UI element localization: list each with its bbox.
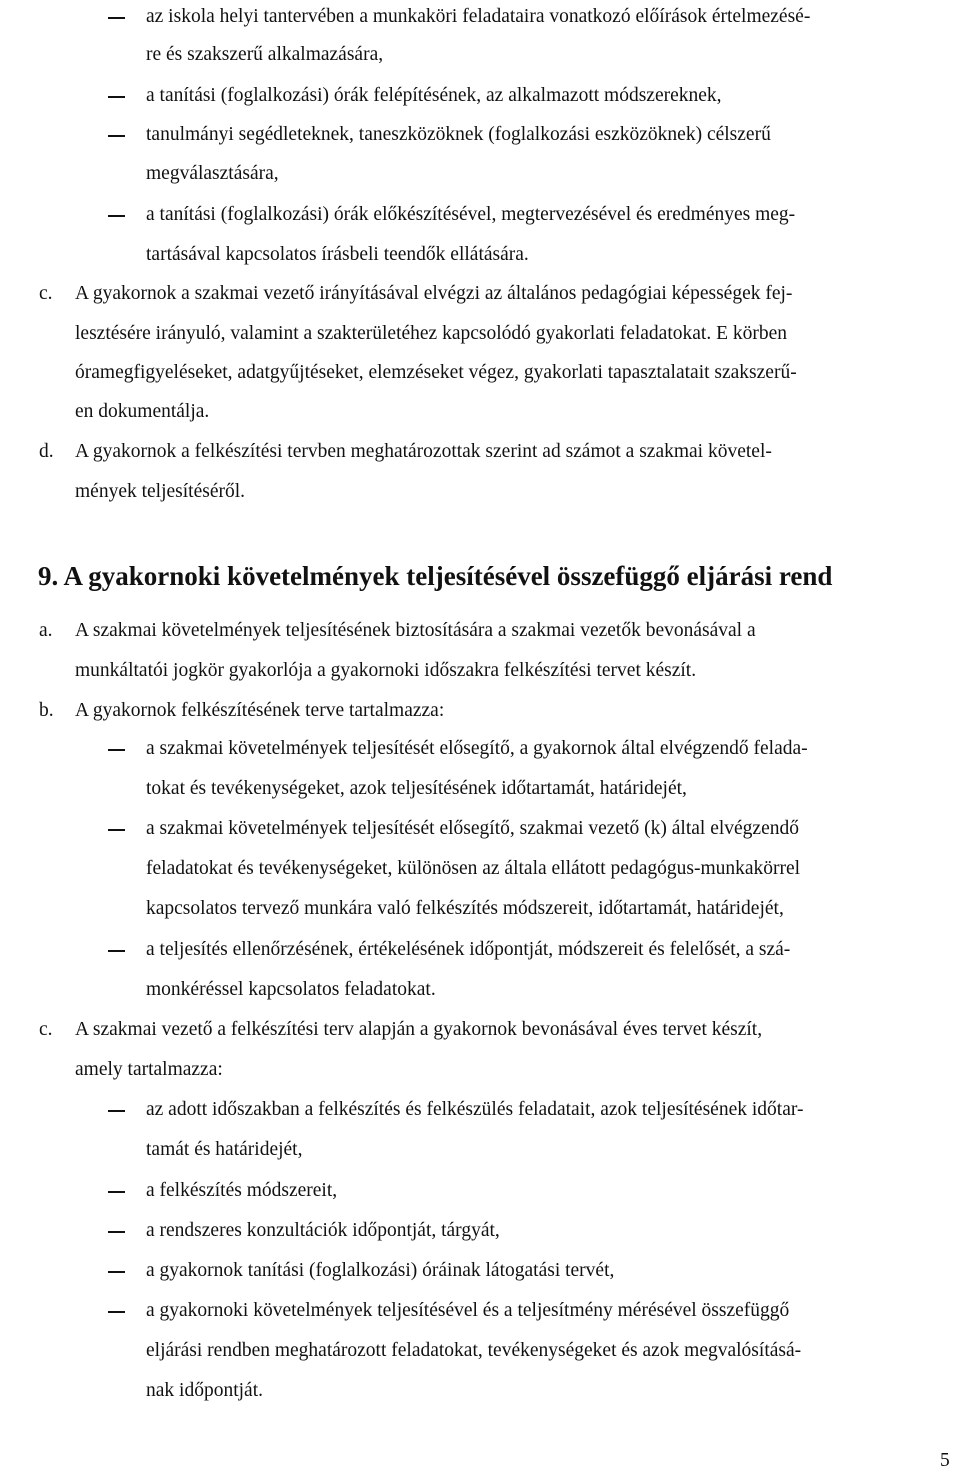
bullet-line: eljárási rendben meghatározott feladatokat, tevékenységeket és azok megvalósításá-	[146, 1340, 802, 1361]
paragraph-line: A szakmai követelmények teljesítésének biztosítására a szakmai vezetők bevonásával a	[75, 620, 756, 641]
paragraph-line: A gyakornok a felkészítési tervben meghatározottak szerint ad számot a szakmai követel-	[75, 441, 772, 462]
section-heading: 9. A gyakornoki követelmények teljesítésével összefüggő eljárási rend	[38, 561, 833, 591]
bullet-dash	[108, 829, 125, 831]
bullet-line: az adott időszakban a felkészítés és felkészülés feladatait, azok teljesítésének időtar-	[146, 1099, 804, 1120]
bullet-line: az iskola helyi tantervében a munkaköri feladataira vonatkozó előírások értelmezésé-	[146, 6, 811, 27]
paragraph-line: A szakmai vezető a felkészítési terv alapján a gyakornok bevonásával éves tervet készít,	[75, 1019, 763, 1040]
bullet-dash	[108, 1271, 125, 1273]
paragraph-line: mények teljesítéséről.	[75, 481, 246, 502]
bullet-line: kapcsolatos tervező munkára való felkészítés módszereit, időtartamát, határidejét,	[146, 898, 784, 919]
bullet-dash	[108, 96, 125, 98]
list-marker: d.	[39, 441, 54, 462]
bullet-line: tamát és határidejét,	[146, 1139, 303, 1160]
paragraph-line: munkáltatói jogkör gyakorlója a gyakornoki időszakra felkészítési tervet készít.	[75, 660, 697, 681]
bullet-line: a rendszeres konzultációk időpontját, tárgyát,	[146, 1220, 500, 1241]
bullet-dash	[108, 1191, 125, 1193]
bullet-line: a szakmai követelmények teljesítését elősegítő, a gyakornok által elvégzendő felada-	[146, 738, 808, 759]
list-marker: c.	[39, 1019, 53, 1040]
paragraph-line: en dokumentálja.	[75, 401, 210, 422]
bullet-line: re és szakszerű alkalmazására,	[146, 44, 384, 65]
list-marker: c.	[39, 283, 53, 304]
page-number: 5	[940, 1450, 950, 1471]
paragraph-line: A gyakornok felkészítésének terve tartalmazza:	[75, 700, 445, 721]
bullet-dash	[108, 950, 125, 952]
bullet-line: tartásával kapcsolatos írásbeli teendők ellátására.	[146, 244, 529, 265]
bullet-line: tokat és tevékenységeket, azok teljesítésének időtartamát, határidejét,	[146, 778, 687, 799]
paragraph-line: óramegfigyeléseket, adatgyűjtéseket, elemzéseket végez, gyakorlati tapasztalatait szakszerű-	[75, 362, 797, 383]
bullet-line: a felkészítés módszereit,	[146, 1180, 338, 1201]
bullet-line: a szakmai követelmények teljesítését elősegítő, szakmai vezető (k) által elvégzendő	[146, 818, 799, 839]
list-marker: a.	[39, 620, 53, 641]
paragraph-line: A gyakornok a szakmai vezető irányításával elvégzi az általános pedagógiai képességek fej-	[75, 283, 793, 304]
bullet-line: nak időpontját.	[146, 1380, 263, 1401]
paragraph-line: lesztésére irányuló, valamint a szakterületéhez kapcsolódó gyakorlati feladatokat. E körben	[75, 323, 787, 344]
bullet-dash	[108, 215, 125, 217]
bullet-line: a tanítási (foglalkozási) órák felépítésének, az alkalmazott módszereknek,	[146, 85, 722, 106]
bullet-dash	[108, 1311, 125, 1313]
bullet-line: a gyakornok tanítási (foglalkozási) óráinak látogatási tervét,	[146, 1260, 615, 1281]
bullet-line: megválasztására,	[146, 163, 279, 184]
bullet-dash	[108, 1110, 125, 1112]
bullet-line: tanulmányi segédleteknek, taneszközöknek (foglalkozási eszközöknek) célszerű	[146, 124, 771, 145]
list-marker: b.	[39, 700, 54, 721]
bullet-line: a gyakornoki követelmények teljesítésével és a teljesítmény mérésével összefüggő	[146, 1300, 790, 1321]
bullet-line: feladatokat és tevékenységeket, különösen az általa ellátott pedagógus-munkakörrel	[146, 858, 801, 879]
paragraph-line: amely tartalmazza:	[75, 1059, 223, 1080]
bullet-dash	[108, 17, 125, 19]
bullet-line: a teljesítés ellenőrzésének, értékelésének időpontját, módszereit és felelősét, a szá-	[146, 939, 791, 960]
bullet-dash	[108, 1231, 125, 1233]
bullet-dash	[108, 135, 125, 137]
bullet-line: a tanítási (foglalkozási) órák előkészítésével, megtervezésével és eredményes meg-	[146, 204, 796, 225]
bullet-dash	[108, 749, 125, 751]
bullet-line: monkéréssel kapcsolatos feladatokat.	[146, 979, 436, 1000]
